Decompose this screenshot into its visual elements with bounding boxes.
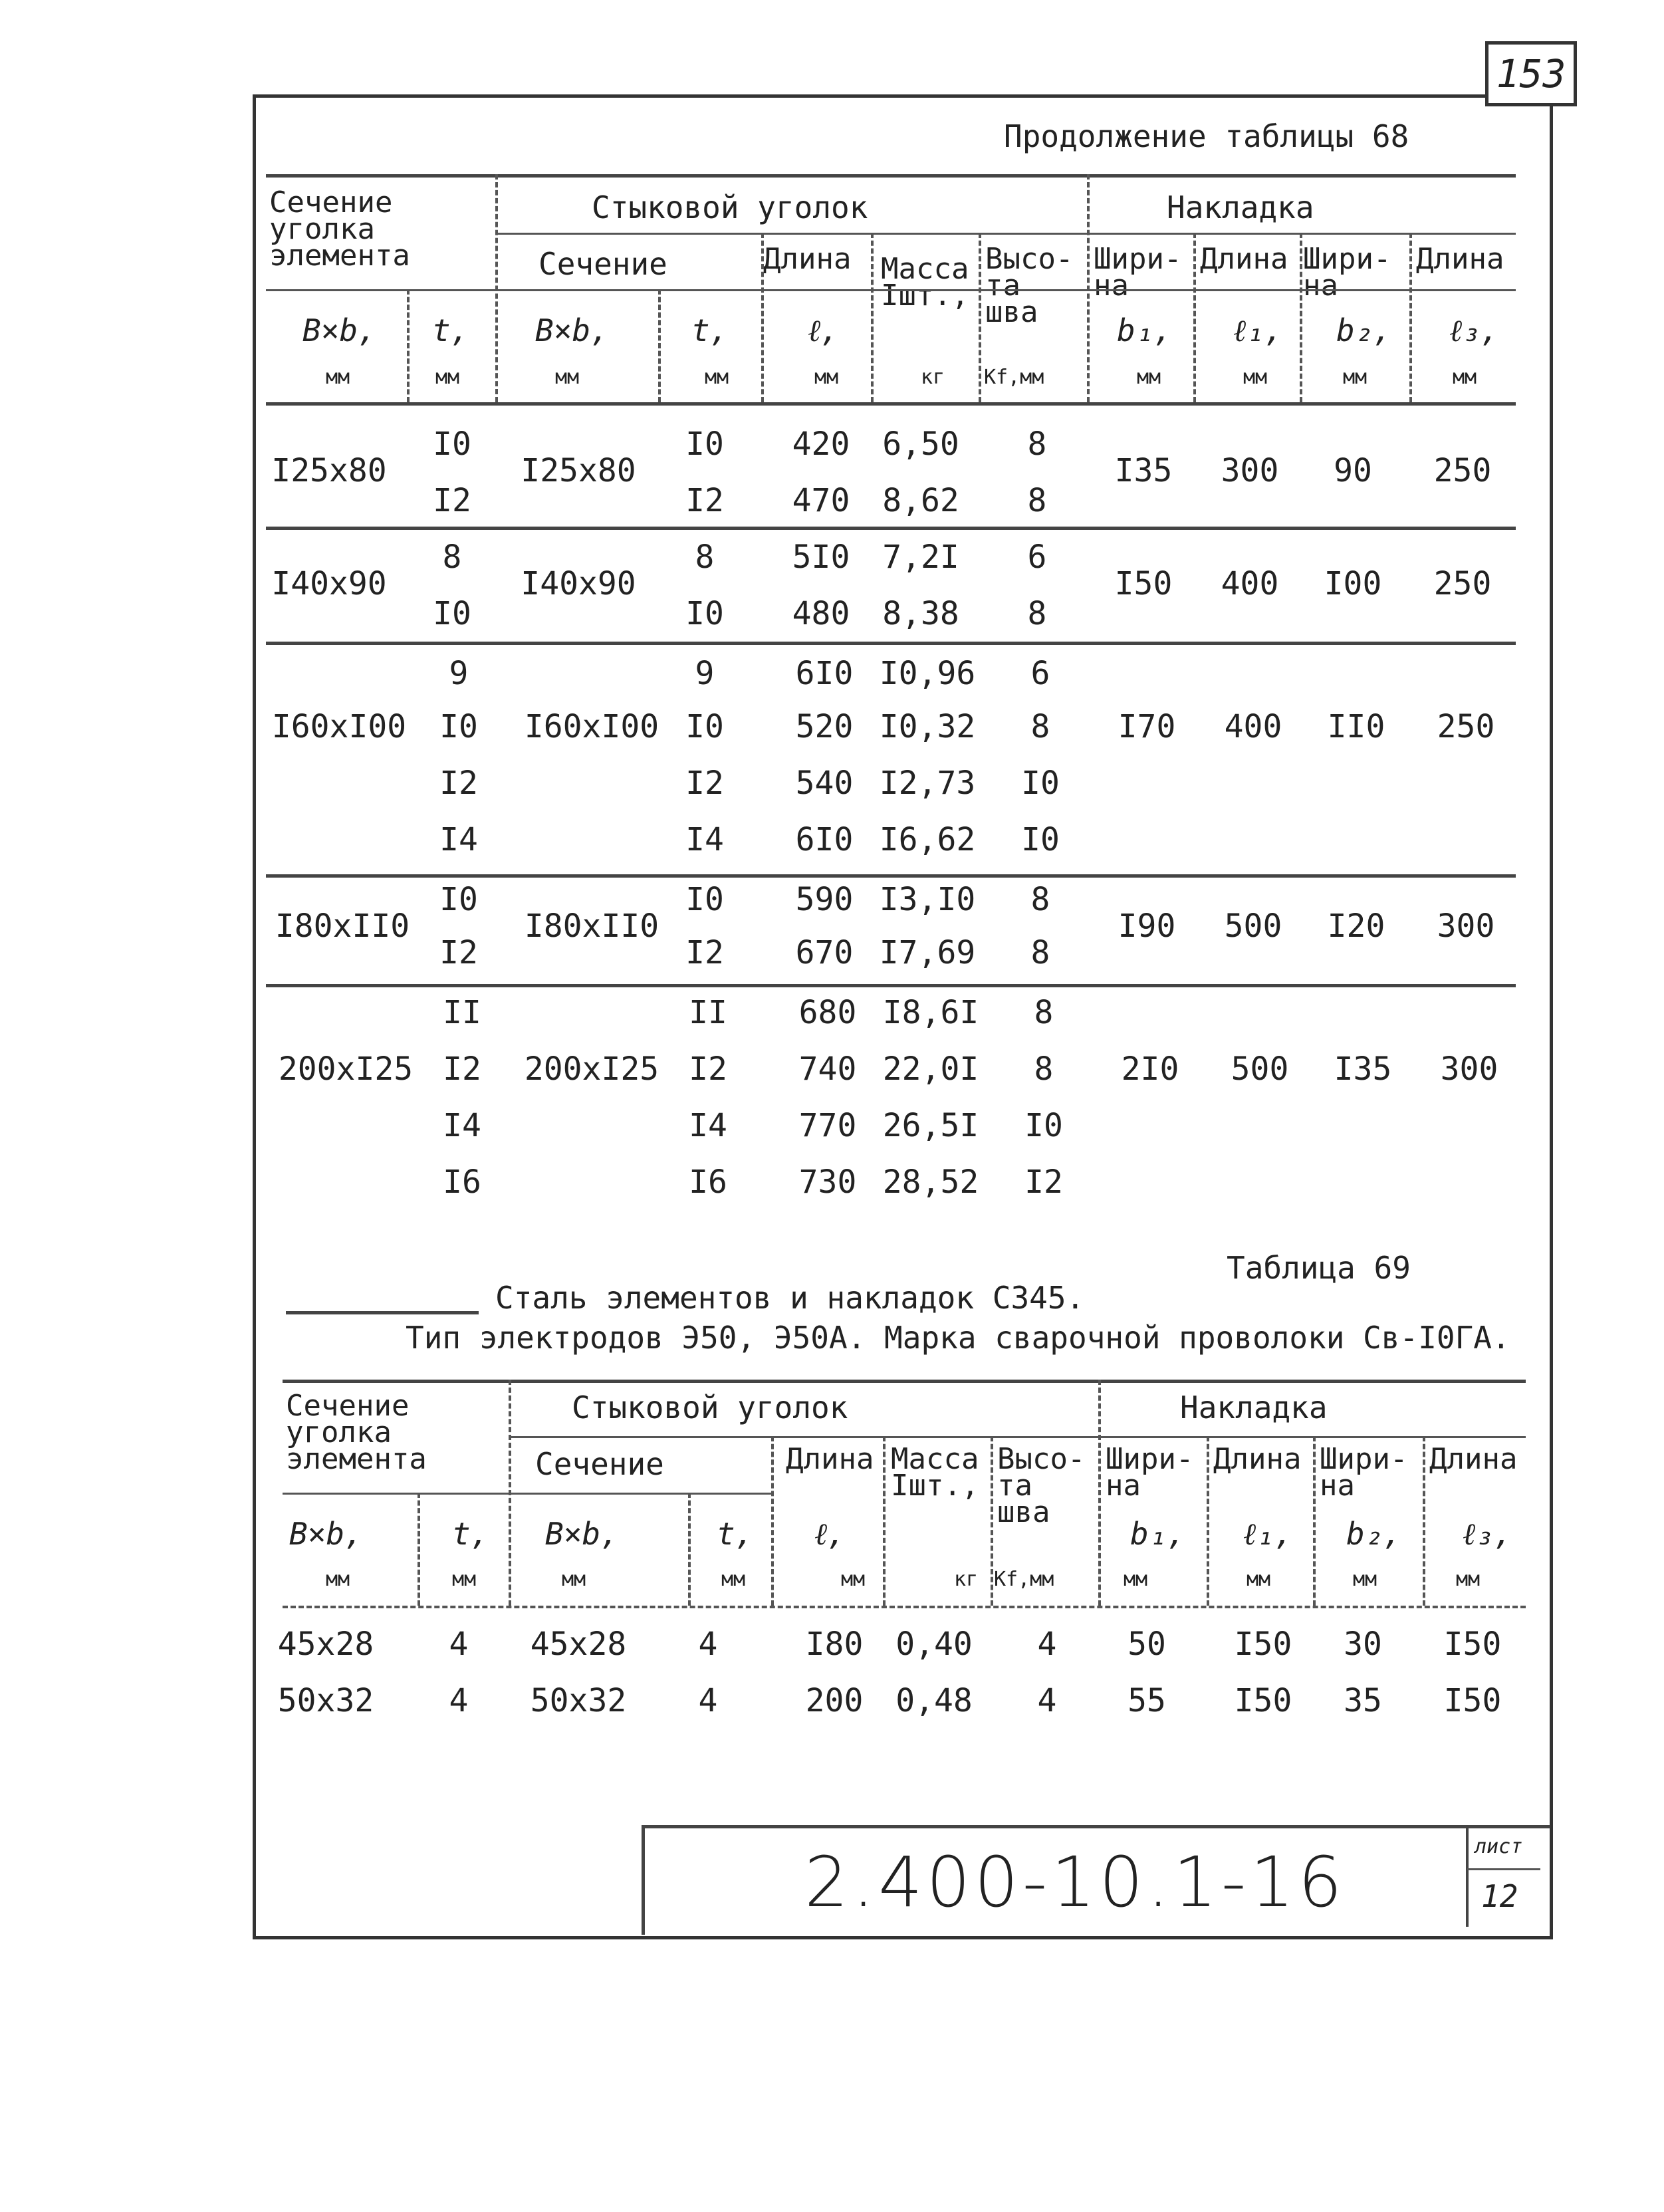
t68-b1: I70 [1118,708,1176,745]
t69-note-steel: Сталь элементов и накладок С345. [495,1280,1085,1316]
t68-l3: 300 [1440,1050,1498,1088]
t69-h-width2: Шири- на [1320,1442,1408,1503]
t68-h-weld-height: Высо- та шва [985,242,1074,329]
t68-b1: I90 [1118,908,1176,945]
t69-h-l1: ℓ₁, [1243,1516,1293,1552]
t69-sec: 50x32 [277,1682,374,1719]
document-code: 2.400-10.1-16 [804,1842,1346,1923]
t68-t2: 8 [695,539,715,576]
t68-kf: I0 [1021,765,1060,802]
t68-sep-2 [266,642,1516,645]
t68-u1: мм [326,366,350,389]
t68-rule-2 [495,233,1516,235]
t68-t: I4 [439,821,478,858]
t68-t2: I2 [689,1050,727,1088]
t69-h-length: Длина [786,1442,874,1476]
t69-len: 200 [805,1682,864,1719]
t68-sep-1 [266,527,1516,530]
t68-rule-3 [266,289,1516,291]
t68-u11: мм [1453,366,1477,389]
t68-u6: кг [921,366,945,389]
t69-v8 [1207,1436,1209,1606]
t69-u11: мм [1456,1568,1481,1591]
t68-kf: 6 [1027,539,1047,576]
t69-mass: 0,40 [895,1626,973,1663]
t69-v10 [1423,1436,1425,1606]
t68-b1: 2I0 [1121,1050,1179,1088]
t68-u10: мм [1343,366,1367,389]
t69-h-bb2: B×b, [545,1516,619,1552]
t69-u6: кг [954,1568,979,1591]
t69-b1: 55 [1128,1682,1166,1719]
t68-len: 670 [795,934,854,971]
t68-h-length: Длина [763,242,852,276]
t68-sec2: I60xI00 [524,708,659,745]
t69-h-b2: b₂, [1346,1516,1402,1552]
t68-sec: 200xI25 [278,1050,414,1088]
t69-v2 [417,1493,420,1606]
t68-sec2: I80xII0 [524,908,659,945]
t68-t: I6 [443,1164,481,1201]
t68-b2: I00 [1324,565,1382,602]
t68-h-length1: Длина [1200,242,1288,276]
t68-mass: I6,62 [879,821,976,858]
t68-h-bb: B×b, [302,312,376,348]
t68-t2: I6 [689,1164,727,1201]
t68-mass: I3,I0 [879,881,976,918]
t68-h-l1: ℓ₁, [1233,312,1283,348]
t68-t: I4 [443,1107,481,1144]
t68-mass: 6,50 [882,426,959,463]
t68-len: 6I0 [795,655,854,692]
t69-note-electrodes: Тип электродов Э50, Э50А. Марка сварочной проволоки Св-I0ГА. [406,1320,1510,1356]
t69-v3 [688,1493,691,1606]
t68-mass: I0,96 [879,655,976,692]
t69-v1 [509,1380,511,1606]
t69-h-weld-height: Высо- та шва [997,1442,1086,1529]
t68-v1 [495,174,498,402]
t68-l1: 500 [1231,1050,1289,1088]
t68-h-t: t, [432,312,469,348]
t69-mass: 0,48 [895,1682,973,1719]
t68-sec: I80xII0 [275,908,410,945]
t69-h-l3: ℓ₃, [1463,1516,1512,1552]
t68-t: I0 [439,708,478,745]
t68-v9 [1300,233,1302,402]
t68-kf: I0 [1024,1107,1063,1144]
t68-len: 520 [795,708,854,745]
t68-t2: I4 [689,1107,727,1144]
t68-len: 470 [792,482,850,519]
t68-u2: мм [435,366,460,389]
t69-h-joint-angle: Стыковой уголок [572,1390,848,1425]
t69-b1: 50 [1128,1626,1166,1663]
t68-t2: I0 [685,708,724,745]
t69-h-b1: b₁, [1130,1516,1186,1552]
t69-rule-2 [509,1436,1526,1438]
t68-v6 [979,233,981,402]
t68-len: 680 [798,994,857,1031]
t68-len: 480 [792,595,850,632]
t68-u4: мм [705,366,729,389]
t69-u3: мм [562,1568,586,1591]
t68-head-bottom [266,402,1516,406]
t68-sec2: I25x80 [521,452,636,489]
t68-v3 [658,289,661,402]
t69-h-plate: Накладка [1180,1390,1328,1425]
t69-u8: мм [1124,1568,1148,1591]
t68-kf: I2 [1024,1164,1063,1201]
t69-t: 4 [449,1626,469,1663]
t69-h-sec: Сечение [535,1446,664,1482]
t68-t: 9 [449,655,469,692]
t68-l3: 250 [1433,452,1492,489]
t69-b2: 30 [1344,1626,1382,1663]
t68-kf: I0 [1021,821,1060,858]
t68-t: I2 [439,934,478,971]
t68-kf: 6 [1030,655,1050,692]
sheet-number: 12 [1481,1878,1518,1914]
t69-l1: I50 [1234,1682,1292,1719]
t69-u7: Kf,мм [994,1568,1054,1591]
t68-mass: 8,62 [882,482,959,519]
t68-t2: I2 [685,765,724,802]
t68-mass: 26,5I [882,1107,979,1144]
t69-v6 [991,1436,993,1606]
t68-b2: I35 [1334,1050,1392,1088]
t69-u4: мм [721,1568,746,1591]
t68-t: I0 [433,426,471,463]
t68-mass: I2,73 [879,765,976,802]
t68-len: 420 [792,426,850,463]
t68-h-b1: b₁, [1117,312,1173,348]
t68-l3: 250 [1433,565,1492,602]
t68-sec: I60xI00 [271,708,407,745]
t68-b2: II0 [1327,708,1385,745]
t68-h-b2: b₂, [1336,312,1392,348]
t68-l1: 300 [1221,452,1279,489]
t68-u8: мм [1137,366,1161,389]
t68-b1: I35 [1114,452,1173,489]
t68-t: I2 [443,1050,481,1088]
page-number: 153 [1485,41,1577,106]
t68-v8 [1193,233,1196,402]
t68-mass: 22,0I [882,1050,979,1088]
t68-sec: I40x90 [271,565,387,602]
t68-u5: мм [814,366,839,389]
sheet-box-rule [1467,1868,1540,1870]
t68-v10 [1409,233,1412,402]
t69-l3: I50 [1443,1626,1502,1663]
t68-len: 740 [798,1050,857,1088]
t69-top-rule [283,1380,1526,1383]
t69-v5 [883,1436,886,1606]
t68-l1: 400 [1224,708,1282,745]
t68-len: 590 [795,881,854,918]
t68-v5 [871,233,874,402]
t68-mass: 28,52 [882,1164,979,1201]
t68-u7: Kf,мм [984,366,1044,389]
t69-t2: 4 [698,1682,718,1719]
t69-v7 [1098,1380,1101,1606]
t68-kf: 8 [1034,994,1054,1031]
t68-t2: 9 [695,655,715,692]
t68-mass: 7,2I [882,539,959,576]
t69-l3: I50 [1443,1682,1502,1719]
t68-len: 5I0 [792,539,850,576]
t68-b2: I20 [1327,908,1385,945]
t69-h-mass: Масса Iшт., [891,1442,979,1503]
t68-sep-3 [266,874,1516,878]
t68-kf: 8 [1027,426,1047,463]
t69-u10: мм [1353,1568,1377,1591]
t69-kf: 4 [1037,1626,1057,1663]
t68-mass: I8,6I [882,994,979,1031]
t68-v4 [761,233,764,402]
t68-t2: I0 [685,881,724,918]
t68-h-section: Сечение уголка элемента [269,185,410,273]
t68-kf: 8 [1027,482,1047,519]
t69-h-t: t, [452,1516,489,1552]
t68-kf: 8 [1030,881,1050,918]
t68-l3: 300 [1437,908,1495,945]
t68-l3: 250 [1437,708,1495,745]
t69-rule-3 [283,1493,771,1495]
t68-h-l: ℓ, [808,312,839,348]
t68-t: II [443,994,481,1031]
t68-h-mass: Масса Iшт., [881,252,969,312]
t68-t: I0 [439,881,478,918]
t68-t2: I4 [685,821,724,858]
t68-h-sec: Сечение [538,246,667,282]
t68-l1: 500 [1224,908,1282,945]
t69-v9 [1313,1436,1316,1606]
table69-caption: Таблица 69 [1227,1250,1411,1286]
t68-mass: 8,38 [882,595,959,632]
t68-h-length2: Длина [1416,242,1504,276]
t69-h-l: ℓ, [814,1516,846,1552]
t68-kf: 8 [1034,1050,1054,1088]
t69-t2: 4 [698,1626,718,1663]
t68-t: 8 [442,539,462,576]
t68-h-width2: Шири- на [1303,242,1391,303]
sheet-label: лист [1475,1835,1523,1858]
t68-v2 [407,289,410,402]
t69-u1: мм [326,1568,350,1591]
t68-t: I2 [433,482,471,519]
t68-h-plate: Накладка [1167,189,1314,225]
t69-h-length1: Длина [1213,1442,1302,1476]
t69-sec2: 50x32 [530,1682,627,1719]
t68-t2: I2 [685,482,724,519]
t68-h-t2: t, [691,312,729,348]
t69-h-t2: t, [717,1516,754,1552]
t68-sec: I25x80 [271,452,387,489]
t69-h-length2: Длина [1429,1442,1518,1476]
t68-b2: 90 [1334,452,1372,489]
t69-h-width1: Шири- на [1106,1442,1194,1503]
t68-t: I0 [433,595,471,632]
t68-len: 770 [798,1107,857,1144]
t69-h-bb: B×b, [289,1516,363,1552]
t69-note-dash [286,1311,479,1314]
t68-len: 540 [795,765,854,802]
t68-mass: I7,69 [879,934,976,971]
t69-kf: 4 [1037,1682,1057,1719]
t69-u2: мм [452,1568,477,1591]
t68-v7 [1087,174,1090,402]
t68-h-joint-angle: Стыковой уголок [592,189,868,225]
t68-l1: 400 [1221,565,1279,602]
t68-kf: 8 [1027,595,1047,632]
t68-top-rule [266,174,1516,178]
t68-h-width1: Шири- на [1094,242,1182,303]
t68-kf: 8 [1030,708,1050,745]
t68-t2: II [689,994,727,1031]
t69-head-bottom [283,1606,1526,1608]
t68-len: 730 [798,1164,857,1201]
t68-u3: мм [555,366,580,389]
t68-u9: мм [1243,366,1268,389]
t68-t2: I2 [685,934,724,971]
t68-mass: I0,32 [879,708,976,745]
t68-t2: I0 [685,426,724,463]
t69-l1: I50 [1234,1626,1292,1663]
t68-t: I2 [439,765,478,802]
t68-h-bb2: B×b, [535,312,609,348]
t69-len: I80 [805,1626,864,1663]
t69-u5: мм [841,1568,866,1591]
t68-h-l3: ℓ₃, [1449,312,1499,348]
t69-b2: 35 [1344,1682,1382,1719]
t69-h-section: Сечение уголка элемента [286,1389,427,1476]
t68-t2: I0 [685,595,724,632]
t68-len: 6I0 [795,821,854,858]
t68-sep-4 [266,984,1516,987]
t68-kf: 8 [1030,934,1050,971]
t69-sec: 45x28 [277,1626,374,1663]
t68-sec2: 200xI25 [524,1050,659,1088]
t69-v4 [771,1436,774,1606]
t68-sec2: I40x90 [521,565,636,602]
t69-u9: мм [1247,1568,1271,1591]
table68-caption: Продолжение таблицы 68 [1004,118,1409,154]
t69-t: 4 [449,1682,469,1719]
t69-sec2: 45x28 [530,1626,627,1663]
t68-b1: I50 [1114,565,1173,602]
